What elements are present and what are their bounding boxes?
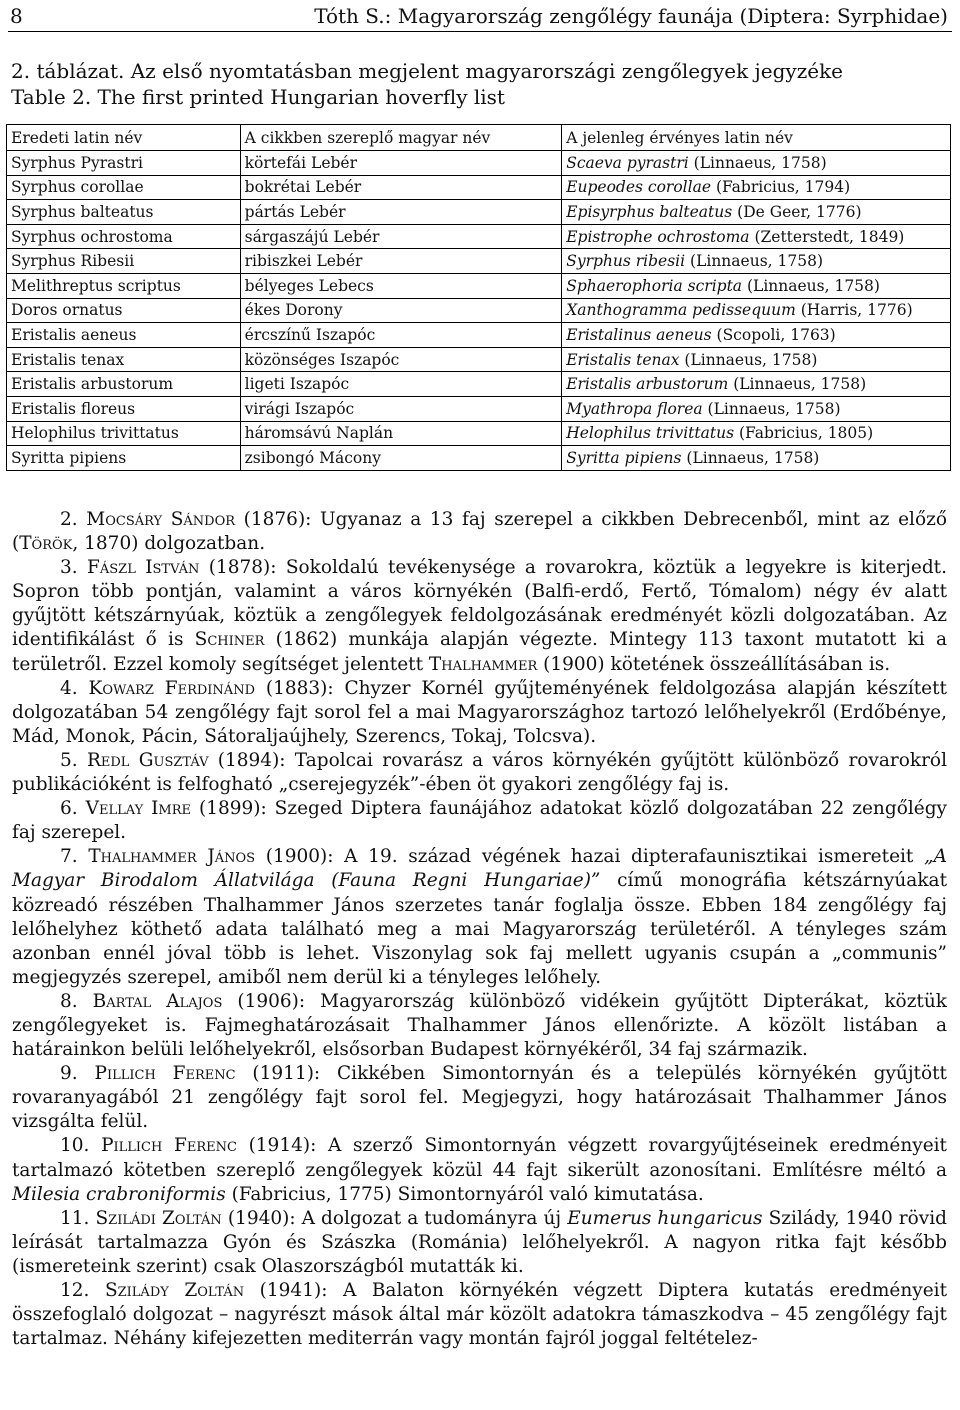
book-title: „A Magyar Birodalom Állatvilága (Fauna Regni Hungariae)” [12, 846, 947, 892]
list-item: 8. Bartal Alajos (1906): Magyarország különböző vidékein gyűjtött Dipterákat, köztük zengőlegyeket is. Fajmeghatározásait Thalhammer János ellenőrizte. A közölt listában a határainkon belüli lelőhelyekről, elsősorban Budapest környékéről, 34 faj származik. [12, 990, 947, 1061]
cell-valid-latin: Eupeodes corollae (Fabricius, 1794) [562, 175, 951, 200]
table-row [7, 175, 951, 200]
column-header-hungarian-name: A cikkben szereplő magyar név [240, 125, 562, 151]
running-title: Tóth S.: Magyarország zengőlégy faunája (Diptera: Syrphidae) [314, 4, 948, 28]
author-name: Fászl István [87, 557, 200, 579]
header-rule [8, 31, 952, 32]
list-item: 10. Pillich Ferenc (1914): A szerző Simontornyán végzett rovargyűjtéseinek eredményeit tartalmazó kötetben szereplő zengőlegyek közül 44 fajt sikerült azonosítani. Említésre méltó a Milesia crabroniformis (Fabricius, 1775) Simontornyáról való kimutatása. [12, 1135, 947, 1205]
cell-valid-latin: Syritta pipiens (Linnaeus, 1758) [562, 446, 951, 471]
cell-valid-latin: Myathropa florea (Linnaeus, 1758) [562, 396, 951, 421]
column-header-original-latin: Eredeti latin név [7, 125, 241, 151]
author-name: Pillich Ferenc [101, 1135, 237, 1157]
cell-original-latin: Syrphus Pyrastri [7, 151, 241, 176]
table-row [7, 323, 951, 348]
cell-valid-latin: Xanthogramma pedissequum (Harris, 1776) [562, 298, 951, 323]
author-name: Thalhammer János [88, 846, 256, 868]
table-row [7, 200, 951, 225]
cell-valid-latin: Eristalis arbustorum (Linnaeus, 1758) [562, 372, 951, 397]
cell-original-latin: Eristalis floreus [7, 396, 241, 421]
species-table-body [7, 151, 951, 471]
cell-original-latin: Syritta pipiens [7, 446, 241, 471]
cell-hungarian-name: ribiszkei Lebér [240, 249, 562, 274]
cell-valid-latin: Helophilus trivittatus (Fabricius, 1805) [562, 421, 951, 446]
cell-original-latin: Melithreptus scriptus [7, 273, 241, 298]
cell-hungarian-name: közönséges Iszapóc [240, 347, 562, 372]
author-name: Szilády Zoltán [104, 1280, 245, 1301]
cell-hungarian-name: ércszínű Iszapóc [240, 323, 562, 348]
cell-original-latin: Doros ornatus [7, 298, 241, 323]
cell-hungarian-name: körtefái Lebér [240, 151, 562, 176]
species-table [6, 124, 951, 471]
species-name: Milesia crabroniformis [12, 1183, 226, 1205]
column-header-valid-latin: A jelenleg érvényes latin név [562, 125, 951, 151]
cell-valid-latin: Syrphus ribesii (Linnaeus, 1758) [562, 249, 951, 274]
author-name: Sziládi Zoltán [95, 1207, 222, 1229]
list-item: 7. Thalhammer János (1900): A 19. század végének hazai dipterafaunisztikai ismereteit „A Magyar Birodalom Állatvilága (Fauna Regni Hungariae)” című monográfia kétszárnyúakat közreadó részében Thalhammer János szerzetes tanár foglalja össze. Ebben 184 zengőlégy faj lelőhelyhez köthető adata található meg a mai Magyarország területéről. A tényleges szám azonban ennél jóval több is lehet. Viszonylag sok faj mellett ugyanis csupán a „communis” megjegyzés szerepel, amiből nem derül ki a tényleges lelőhely. [12, 846, 948, 988]
list-item: 6. Vellay Imre (1899): Szeged Diptera faunájához adatokat közlő dolgozatában 22 zengőlégy faj szerepel. [12, 798, 947, 844]
table-row [7, 372, 951, 397]
page-number: 8 [10, 4, 23, 28]
list-item: 9. Pillich Ferenc (1911): Cikkében Simontornyán és a település környékén gyűjtött rovaranyagából 21 zengőlégy fajt sorol fel. Megjegyzi, hogy határozásait Thalhammer János vizsgálta felül. [12, 1063, 947, 1133]
author-name: Vellay Imre [85, 798, 192, 820]
table-row [7, 421, 951, 446]
body-text [12, 508, 947, 1351]
cell-valid-latin: Eristalinus aeneus (Scopoli, 1763) [562, 323, 951, 348]
species-name: Eumerus hungaricus [567, 1207, 763, 1229]
author-name: Mocsáry Sándor [86, 509, 236, 530]
table-row [7, 151, 951, 176]
caption-english: Table 2. The first printed Hungarian hoverfly list [11, 85, 505, 109]
table-row [7, 347, 951, 372]
cell-hungarian-name: sárgaszájú Lebér [240, 224, 562, 249]
cell-hungarian-name: ligeti Iszapóc [240, 372, 562, 397]
author-name: Török [19, 533, 73, 555]
cell-valid-latin: Scaeva pyrastri (Linnaeus, 1758) [562, 151, 951, 176]
caption-hungarian: 2. táblázat. Az első nyomtatásban megjelent magyarországi zengőlegyek jegyzéke [11, 59, 844, 83]
table-caption [11, 58, 951, 110]
author-name: Thalhammer [428, 653, 538, 675]
cell-original-latin: Eristalis aeneus [7, 323, 241, 348]
cell-original-latin: Syrphus balteatus [7, 200, 241, 225]
cell-hungarian-name: bélyeges Lebecs [240, 273, 562, 298]
list-item: 4. Kowarz Ferdinánd (1883): Chyzer Kornél gyűjteményének feldolgozása alapján készített dolgozatában 54 zengőlégy fajt sorol fel a mai Magyarországhoz tartozó lelőhelyekről (Erdőbénye, Mád, Monok, Pácin, Sátoraljaújhely, Szerencs, Tokaj, Tolcsva). [12, 677, 947, 747]
table-row [7, 446, 951, 471]
cell-hungarian-name: ékes Dorony [240, 298, 562, 323]
cell-original-latin: Syrphus ochrostoma [7, 224, 241, 249]
author-name: Redl Gusztáv [86, 749, 209, 771]
author-name: Schiner [194, 629, 265, 651]
page-header [0, 0, 960, 34]
table-row [7, 273, 951, 298]
cell-valid-latin: Epistrophe ochrostoma (Zetterstedt, 1849) [562, 224, 951, 249]
cell-original-latin: Eristalis arbustorum [7, 372, 241, 397]
author-name: Pillich Ferenc [94, 1063, 236, 1085]
table-row [7, 298, 951, 323]
cell-hungarian-name: pártás Lebér [240, 200, 562, 225]
cell-original-latin: Helophilus trivittatus [7, 421, 241, 446]
cell-original-latin: Eristalis tenax [7, 347, 241, 372]
cell-valid-latin: Eristalis tenax (Linnaeus, 1758) [562, 347, 951, 372]
list-item: 12. Szilády Zoltán (1941): A Balaton környékén végzett Diptera kutatás eredményeit összefoglaló dolgozat – nagyrészt mások által már közölt adatokra támaszkodva – 45 zengőlégy fajt tartalmaz. Néhány kifejezetten mediterrán vagy montán fajról joggal feltételez- [12, 1280, 947, 1350]
table-row [7, 396, 951, 421]
cell-valid-latin: Sphaerophoria scripta (Linnaeus, 1758) [562, 273, 951, 298]
table-header-row [7, 125, 951, 151]
table-row [7, 249, 951, 274]
list-item: 2. Mocsáry Sándor (1876): Ugyanaz a 13 faj szerepel a cikkben Debrecenből, mint az előző (Török, 1870) dolgozatban. [12, 509, 948, 555]
table-row [7, 224, 951, 249]
cell-original-latin: Syrphus Ribesii [7, 249, 241, 274]
cell-hungarian-name: háromsávú Naplán [240, 421, 562, 446]
author-name: Kowarz Ferdinánd [88, 677, 255, 699]
cell-hungarian-name: zsibongó Mácony [240, 446, 562, 471]
list-item: 11. Sziládi Zoltán (1940): A dolgozat a tudományra új Eumerus hungaricus Szilády, 1940 rövid leírását tartalmazza Gyón és Szászka (Románia) lelőhelyekről. A nagyon ritka fajt később (ismereteink szerint) csak Olaszországból mutatták ki. [12, 1207, 948, 1277]
cell-hungarian-name: bokrétai Lebér [240, 175, 562, 200]
list-item: 3. Fászl István (1878): Sokoldalú tevékenysége a rovarokra, köztük a legyekre is kiterjedt. Sopron több pontján, valamint a város környékén (Balfi-erdő, Fertő, Tómalom) négy év alatt gyűjtött kétszárnyúak, köztük a zengőlegyek feldolgozásának eredményét közli dolgozatában. Az identifikálást ő is Schiner (1862) munkája alapján végezte. Mintegy 113 taxont mutatott ki a területről. Ezzel komoly segítséget jelentett Thalhammer (1900) kötetének összeállításában is. [12, 557, 947, 675]
list-item: 5. Redl Gusztáv (1894): Tapolcai rovarász a város környékén gyűjtött különböző rovarokról publikációként is felfogható „cserejegyzék”-ében öt gyakori zengőlégy faj is. [12, 749, 947, 796]
cell-valid-latin: Episyrphus balteatus (De Geer, 1776) [562, 200, 951, 225]
cell-original-latin: Syrphus corollae [7, 175, 241, 200]
author-name: Bartal Alajos [92, 990, 223, 1012]
cell-hungarian-name: virági Iszapóc [240, 396, 562, 421]
